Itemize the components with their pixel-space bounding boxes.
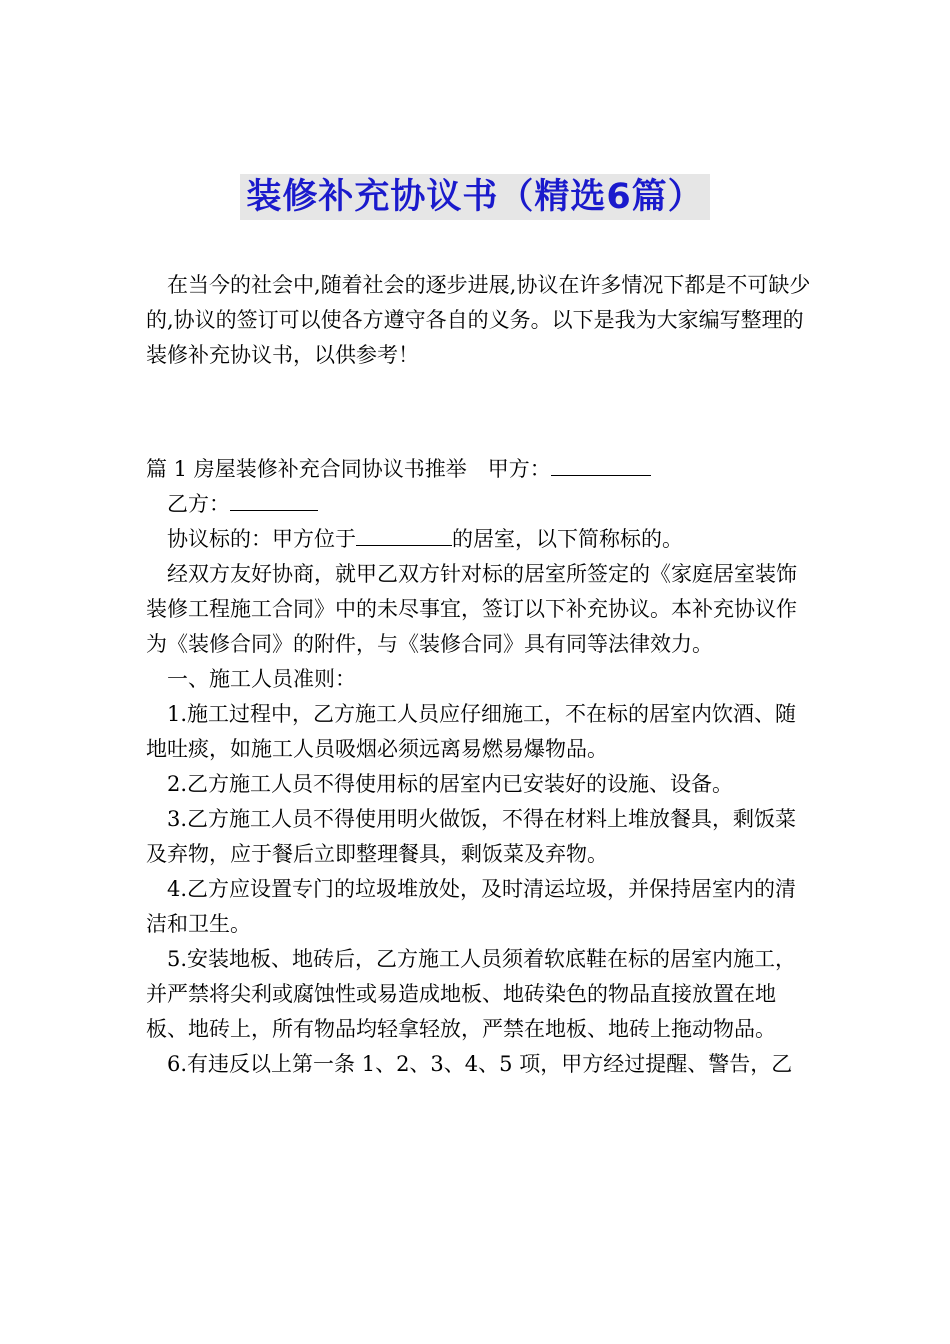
subject-line — [146, 522, 812, 557]
intro-paragraph: 在当今的社会中,随着社会的逐步进展,协议在许多情况下都是不可缺少的,协议的签订可以使各方遵守各自的义务。以下是我为大家编写整理的装修补充协议书，以供参考！ — [146, 273, 811, 367]
party-b-label: 乙方： — [167, 492, 230, 516]
document-title: 装修补充协议书（精选6篇） — [240, 174, 709, 220]
clause-item-3: 3.乙方施工人员不得使用明火做饭，不得在材料上堆放餐具，剩饭菜及弃物，应于餐后立即整理餐具，剩饭菜及弃物。 — [146, 807, 797, 866]
clause-item-6: 6.有违反以上第一条 1、2、3、4、5 项，甲方经过提醒、警告，乙 — [167, 1052, 793, 1076]
subject-suffix: 的居室，以下简称标的。 — [452, 527, 683, 551]
clause-item-5: 5.安装地板、地砖后，乙方施工人员须着软底鞋在标的居室内施工，并严禁将尖利或腐蚀性或易造成地板、地砖染色的物品直接放置在地板、地砖上，所有物品均轻拿轻放，严禁在地板、地砖上拖动物品。 — [146, 947, 797, 1041]
clause-item-2: 2.乙方施工人员不得使用标的居室内已安装好的设施、设备。 — [167, 772, 734, 796]
clause-item-4: 4.乙方应设置专门的垃圾堆放处，及时清运垃圾，并保持居室内的清洁和卫生。 — [146, 877, 797, 936]
subject-location-blank — [356, 525, 452, 546]
party-b-line — [146, 487, 812, 522]
clause-item-1: 1.施工过程中，乙方施工人员应仔细施工，不在标的居室内饮酒、随地吐痰，如施工人员吸烟必须远离易燃易爆物品。 — [146, 702, 797, 761]
article-heading-line — [146, 452, 812, 487]
intro-section — [146, 268, 812, 373]
subject-prefix: 协议标的：甲方位于 — [167, 527, 356, 551]
agreement-body — [146, 452, 812, 1082]
section-heading-1: 一、施工人员准则： — [167, 667, 356, 691]
party-b-blank — [230, 490, 318, 511]
title-container — [0, 174, 950, 220]
agreement-paragraph: 经双方友好协商，就甲乙双方针对标的居室所签定的《家庭居室装饰装修工程施工合同》中的未尽事宜，签订以下补充协议。本补充协议作为《装修合同》的附件，与《装修合同》具有同等法律效力。 — [146, 562, 797, 656]
article-heading-text: 篇 1 房屋装修补充合同协议书推举 甲方： — [146, 457, 551, 481]
party-a-blank — [551, 455, 651, 476]
